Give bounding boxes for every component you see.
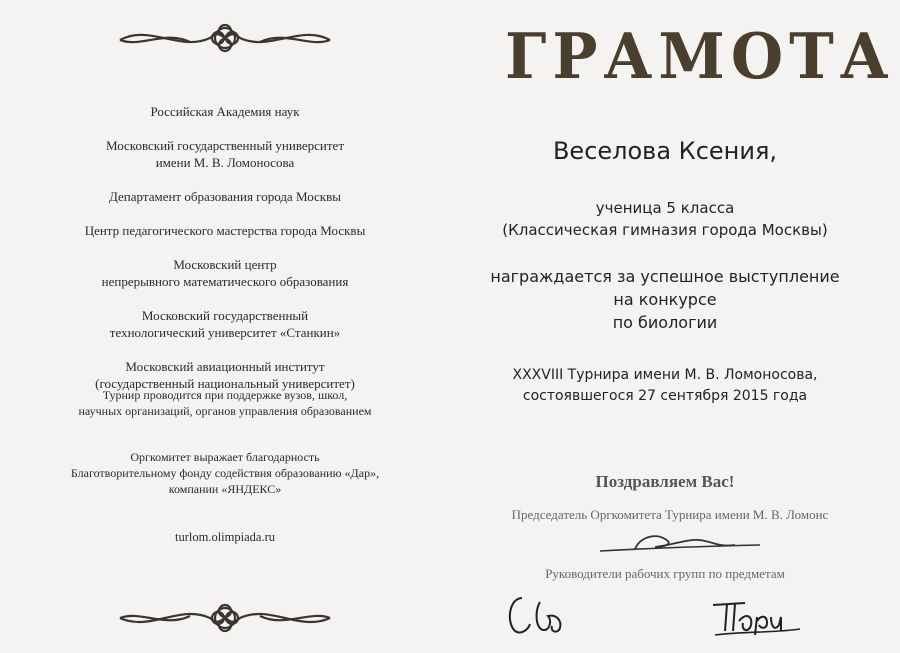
org-stankin [40, 307, 410, 341]
pupil-info [465, 197, 865, 241]
org-line: непрерывного математического образования [101, 274, 349, 289]
support-line: научных организаций, органов управления образованием [78, 404, 372, 418]
tournament-line: XXXVIII Турнира имени М. В. Ломоносова, [512, 367, 818, 383]
org-mccme [40, 256, 410, 290]
ornament-bottom [110, 598, 340, 638]
recipient-name: Веселова Ксения, [552, 137, 778, 165]
award-line: на конкурсе [613, 290, 717, 309]
right-column [465, 0, 895, 653]
org-ras [40, 103, 410, 120]
pupil-grade: ученица 5 класса [595, 199, 735, 217]
org-line: Департамент образования города Москвы [109, 189, 341, 204]
tournament-line: состоявшегося 27 сентября 2015 года [522, 388, 808, 404]
diploma-title: ГРАМОТА [505, 20, 895, 94]
org-line: (государственный национальный университет) [95, 376, 355, 391]
support-note [40, 387, 410, 419]
pupil-school: (Классическая гимназия города Москвы) [502, 221, 828, 239]
thanks-line: компании «ЯНДЕКС» [168, 482, 282, 496]
org-line: технологический университет «Станкин» [109, 325, 341, 340]
organizations-list [40, 103, 410, 409]
leader-signature-left [500, 590, 580, 640]
chairman-line: Председатель Оргкомитета Турнира имени М. В. Ломонс [511, 507, 829, 522]
org-line: Центр педагогического мастерства города Москвы [84, 223, 366, 238]
org-line: Московский центр [173, 257, 277, 272]
org-line: Российская Академия наук [150, 104, 300, 119]
thanks-line: Благотворительному фонду содействия образованию «Дар», [70, 466, 380, 480]
org-pedagogical-center [40, 222, 410, 239]
website-url: turlom.olimpiada.ru [175, 530, 275, 544]
award-line: по биологии [612, 313, 718, 332]
org-education-department [40, 188, 410, 205]
group-leaders-line: Руководители рабочих групп по предметам [545, 566, 785, 581]
org-msu [40, 137, 410, 171]
tournament-info [465, 365, 865, 407]
org-line: Московский авиационный институт [125, 359, 325, 374]
support-line: Турнир проводится при поддержке вузов, школ, [102, 388, 348, 402]
chairman-signature [595, 527, 765, 557]
left-column [40, 0, 410, 653]
award-text [465, 265, 865, 334]
org-line: имени М. В. Ломоносова [155, 155, 295, 170]
thanks-note [40, 449, 410, 497]
award-line: награждается за успешное выступление [490, 267, 840, 286]
leader-signature-right [705, 595, 805, 640]
org-line: Московский государственный университет [105, 138, 345, 153]
thanks-line: Оргкомитет выражает благодарность [130, 450, 320, 464]
congratulations: Поздравляем Вас! [595, 472, 735, 491]
org-line: Московский государственный [141, 308, 309, 323]
ornament-top [110, 18, 340, 58]
